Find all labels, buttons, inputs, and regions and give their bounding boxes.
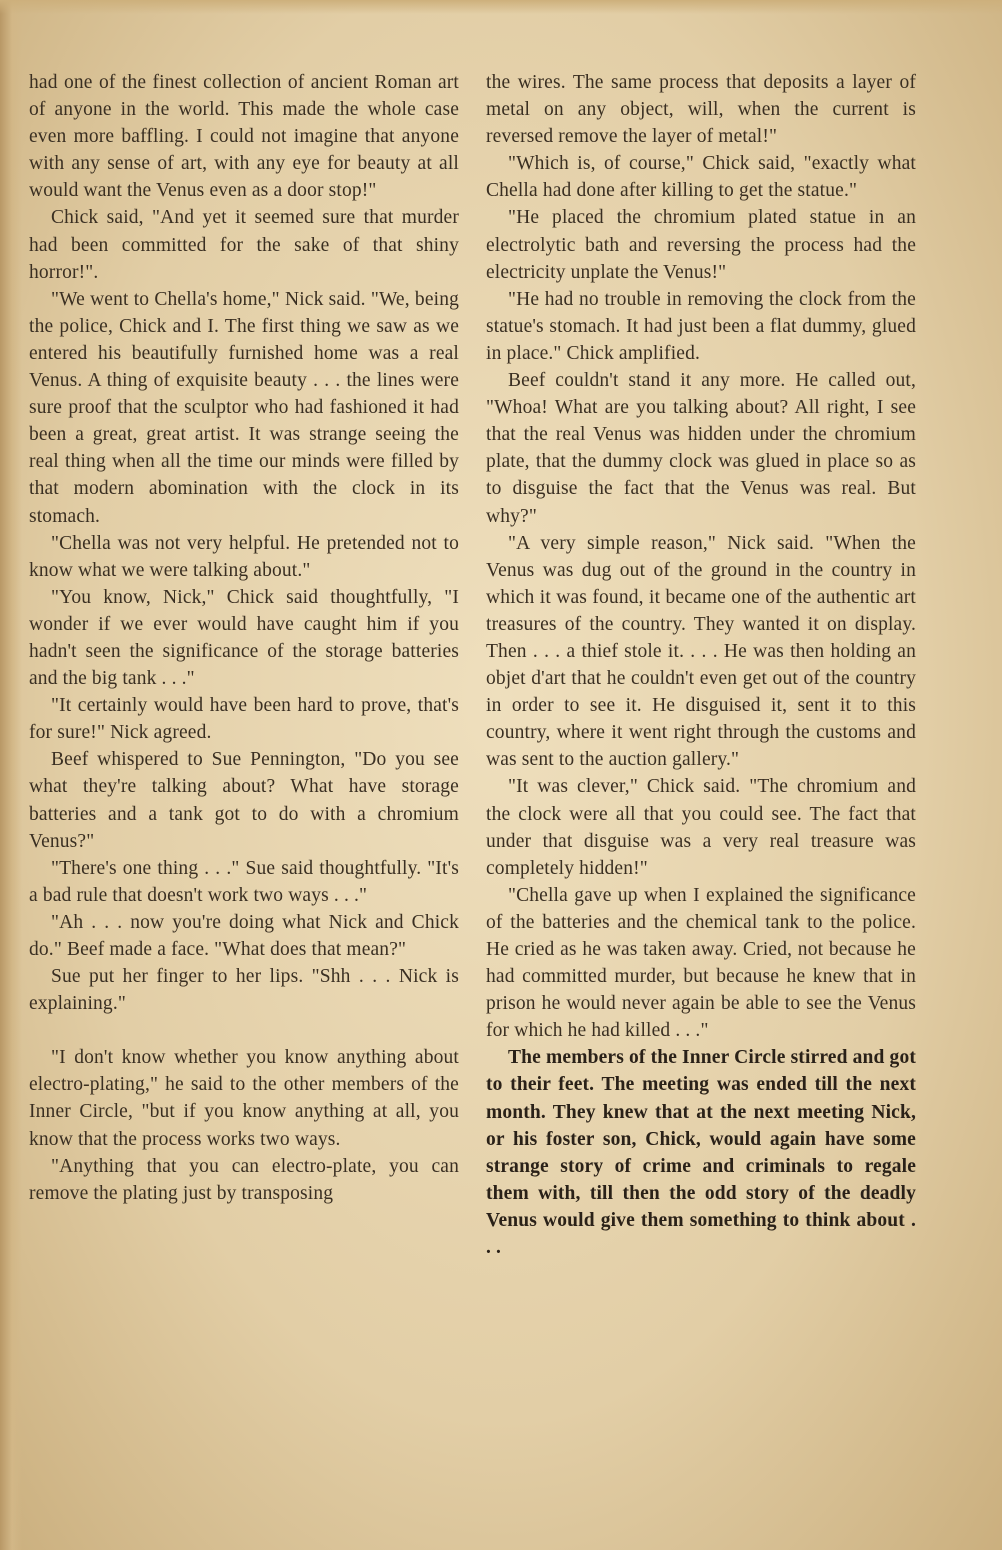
right-text-column (486, 69, 916, 1261)
paragraph: "He had no trouble in removing the clock from the statue's stomach. It had just been a flat dummy, glued in place." Chick amplified. (486, 288, 916, 364)
paragraph: "We went to Chella's home," Nick said. "We, being the police, Chick and I. The first thing we saw as we entered his beautifully furnished home was a real Venus. A thing of exquisite beauty . . . the lines were sure proof that the sculptor who had fashioned it had been a great, great artist. It was strange seeing the real thing when all the time our minds were filled by that modern abomination with the clock in its stomach. (29, 288, 459, 527)
paragraph: "Chella was not very helpful. He pretended not to know what we were talking about." (29, 532, 459, 581)
paragraph: "There's one thing . . ." Sue said thoughtfully. "It's a bad rule that doesn't work two ways . . ." (29, 857, 459, 906)
paragraph: The members of the Inner Circle stirred and got to their feet. The meeting was ended till the next month. They knew that at the next meeting Nick, or his foster son, Chick, would again have some strange story of crime and criminals to regale them with, till then the odd story of the deadly Venus would give them something to think about . . . (486, 1047, 916, 1259)
paragraph: Beef couldn't stand it any more. He called out, "Whoa! What are you talking about? All right, I see that the real Venus was hidden under the chromium plate, that the dummy clock was glued in place so as to disguise the fact that the Venus was real. But why?" (486, 370, 916, 527)
paragraph: "He placed the chromium plated statue in an electrolytic bath and reversing the process had the electricity unplate the Venus!" (486, 207, 916, 283)
paragraph: "Anything that you can electro-plate, you can remove the plating just by transposing (29, 1155, 459, 1204)
paragraph: "I don't know whether you know anything about electro-plating," he said to the other members of the Inner Circle, "but if you know anything at all, you know that the process works two ways. (29, 1047, 459, 1150)
paragraph: the wires. The same process that deposits a layer of metal on any object, will, when the current is reversed remove the layer of metal!" (486, 72, 916, 148)
paragraph: "Chella gave up when I explained the significance of the batteries and the chemical tank to the police. He cried as he was taken away. Cried, not because he had committed murder, but because he knew that in prison he would never again be able to see the Venus for which he had killed . . ." (486, 884, 916, 1042)
paragraph: "Which is, of course," Chick said, "exactly what Chella had done after killing to get the statue." (486, 153, 916, 202)
paragraph: "It was clever," Chick said. "The chromium and the clock were all that you could see. The fact that under that disguise was a very real treasure was completely hidden!" (486, 776, 916, 879)
page-spine-shadow (0, 0, 22, 1550)
paragraph: Chick said, "And yet it seemed sure that murder had been committed for the sake of that shiny horror!". (29, 207, 459, 283)
paragraph: Beef whispered to Sue Pennington, "Do you see what they're talking about? What have storage batteries and a tank got to do with a chromium Venus?" (29, 749, 459, 852)
paragraph: "Ah . . . now you're doing what Nick and Chick do." Beef made a face. "What does that mean?" (29, 911, 459, 960)
page-top-edge (0, 0, 1002, 14)
paragraph: "You know, Nick," Chick said thoughtfully, "I wonder if we ever would have caught him if you hadn't seen the significance of the storage batteries and the big tank . . ." (29, 586, 459, 690)
paragraph: "It certainly would have been hard to prove, that's for sure!" Nick agreed. (29, 695, 459, 744)
left-text-column (29, 69, 459, 1207)
paragraph: "A very simple reason," Nick said. "When the Venus was dug out of the ground in the country in which it was found, it became one of the authentic art treasures of the country. They wanted it on display. Then . . . a thief stole it. . . . He was then holding an objet d'art that he couldn't even get out of the country in order to see it. He disguised it, sent it to this country, where it went right through the customs and was sent to the auction gallery." (486, 532, 916, 771)
paragraph: had one of the finest collection of ancient Roman art of anyone in the world. This made the whole case even more baffling. I could not imagine that anyone with any sense of art, with any eye for beauty at all would want the Venus even as a door stop!" (29, 72, 459, 202)
paragraph: Sue put her finger to her lips. "Shh . . . Nick is explaining." (29, 966, 459, 1015)
